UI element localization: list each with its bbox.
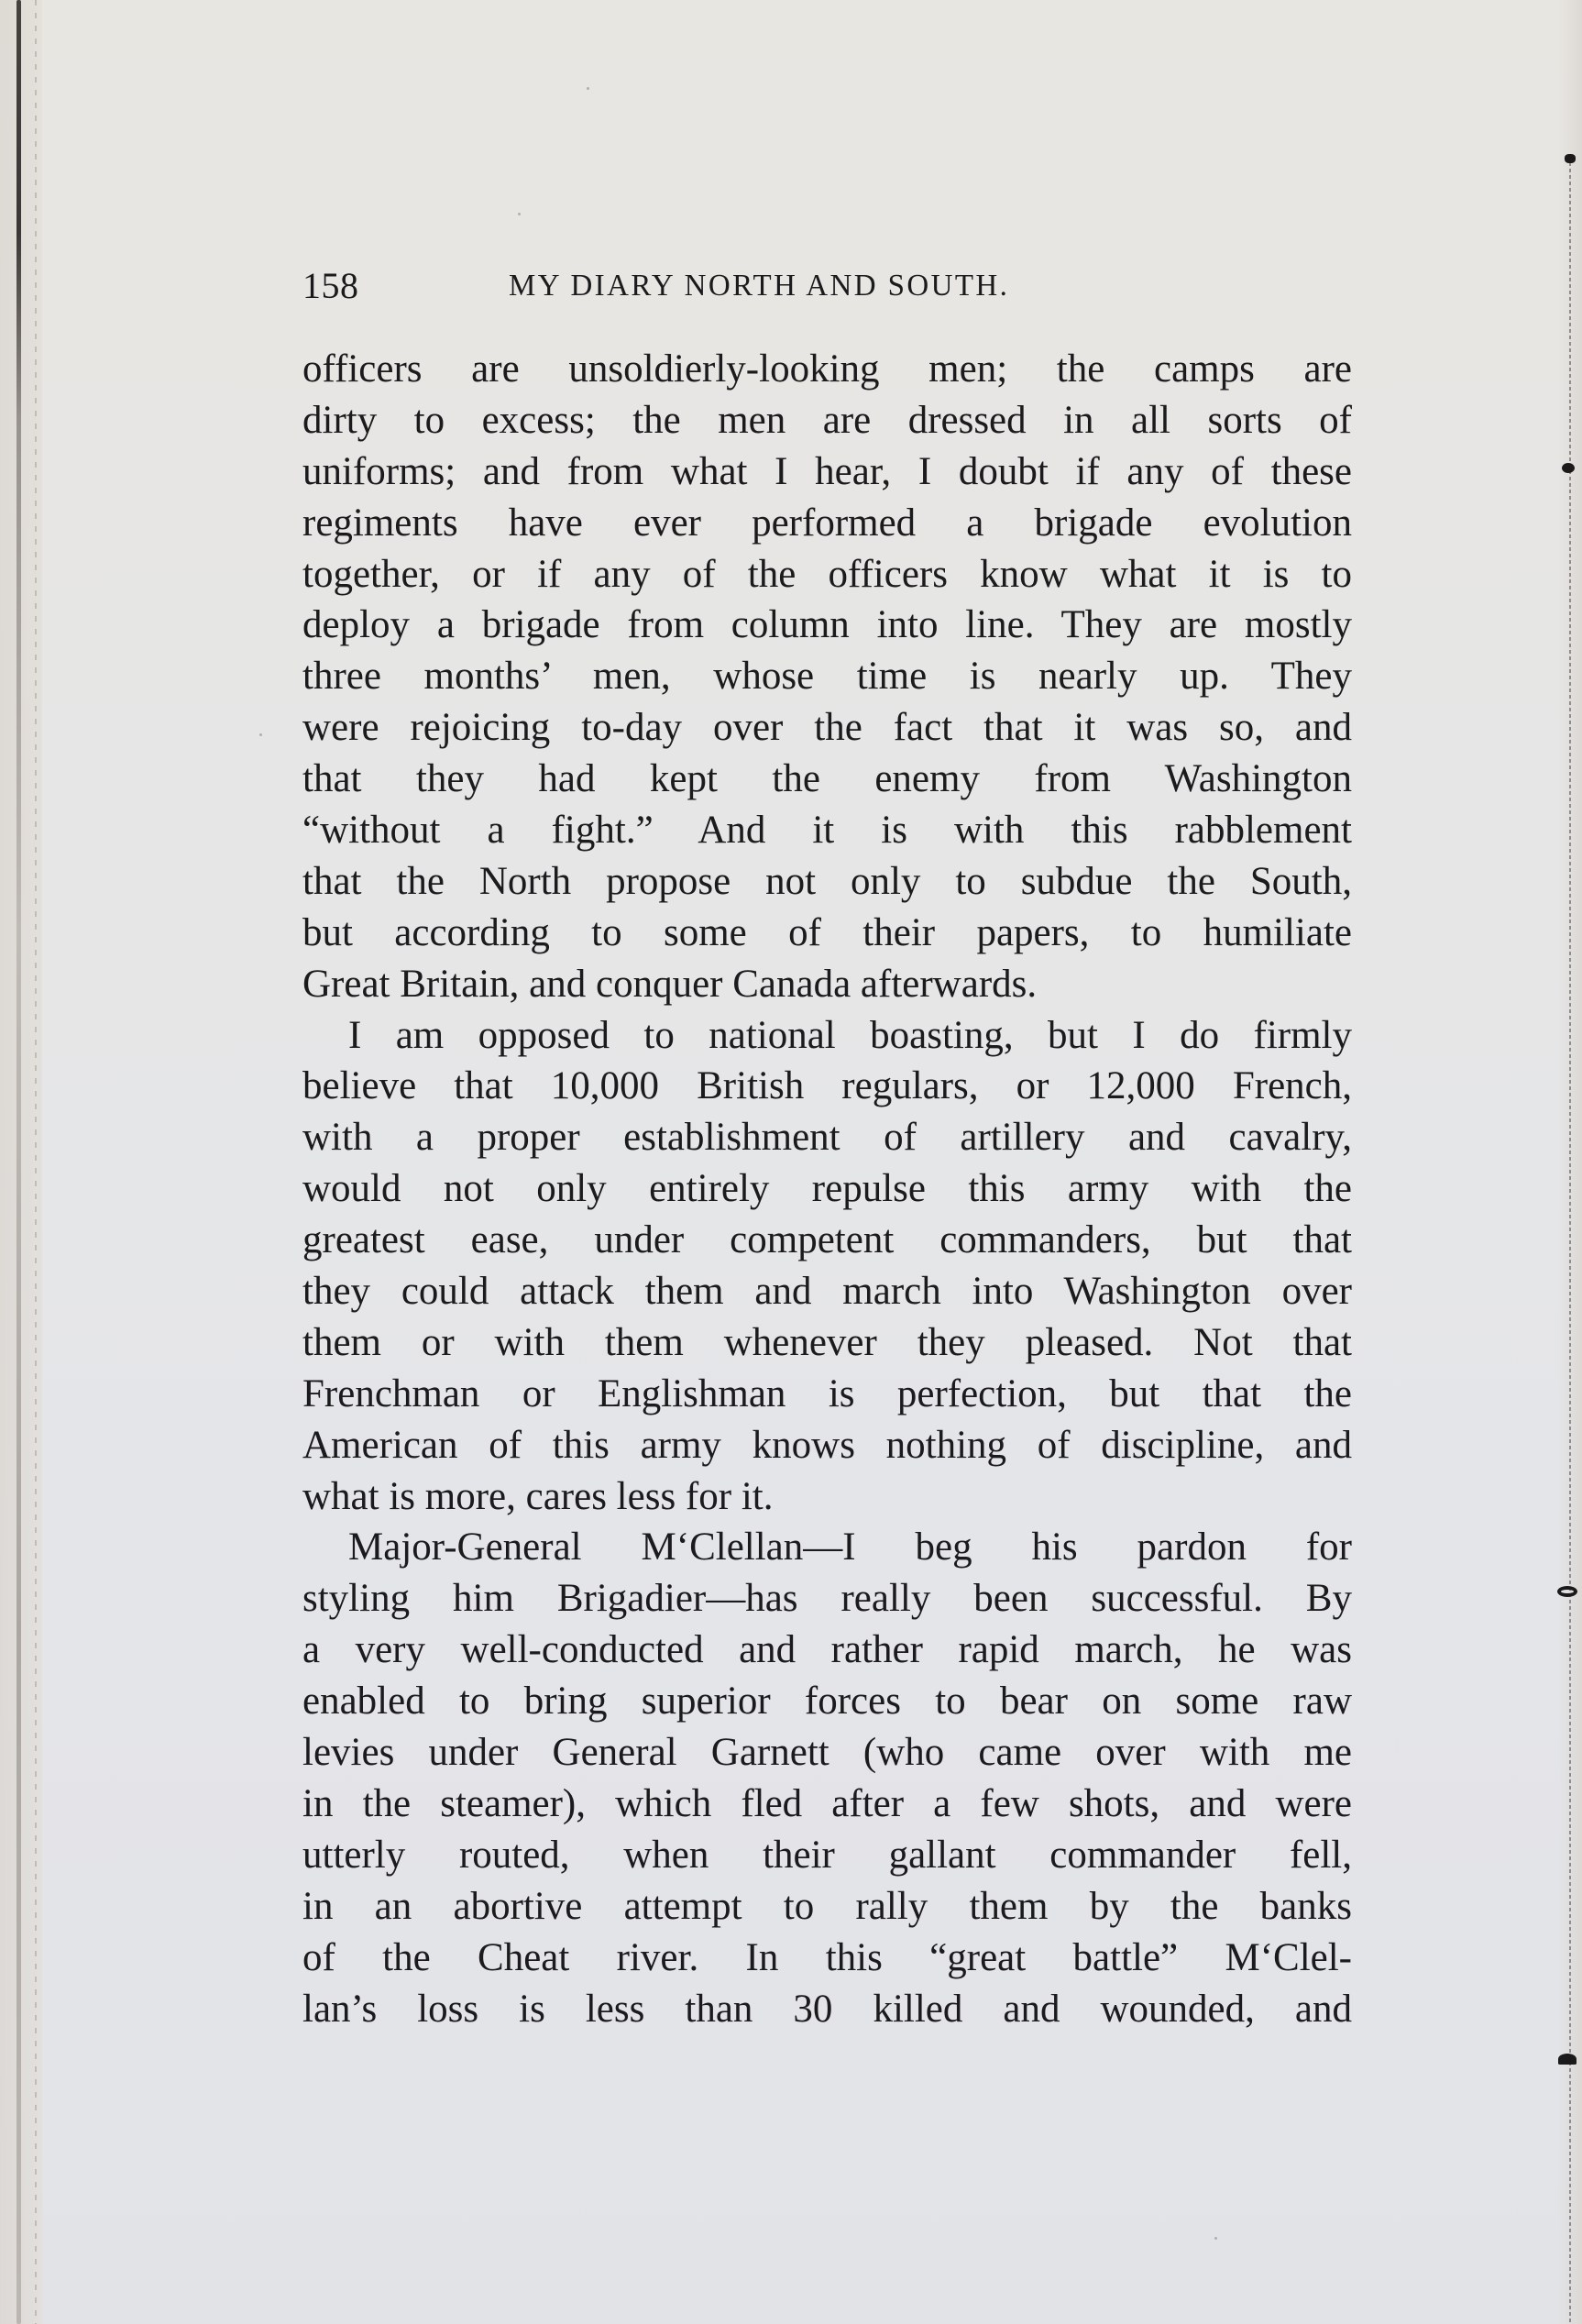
- text-line: three months’ men, whose time is nearly up. They: [302, 655, 1352, 699]
- paper-speck: [518, 213, 521, 215]
- text-line: levies under General Garnett (who came over with me: [302, 1731, 1352, 1775]
- text-line: greatest ease, under competent commanders, but that: [302, 1218, 1352, 1262]
- text-line: “without a fight.” And it is with this rabblement: [302, 809, 1352, 853]
- text-line: regiments have ever performed a brigade evolution: [302, 501, 1352, 545]
- text-line: Great Britain, and conquer Canada afterwards.: [302, 962, 1038, 1006]
- text-line: Major-General M‘Clellan—I beg his pardon for: [348, 1525, 1352, 1570]
- edge-mark: [1557, 1586, 1577, 1597]
- text-line: that they had kept the enemy from Washington: [302, 757, 1352, 801]
- text-line: in an abortive attempt to rally them by the banks: [302, 1884, 1352, 1928]
- text-line: American of this army knows nothing of discipline, and: [302, 1423, 1352, 1467]
- running-title: MY DIARY NORTH AND SOUTH.: [509, 269, 1010, 303]
- text-line: with a proper establishment of artillery and cavalry,: [302, 1116, 1352, 1160]
- text-line: uniforms; and from what I hear, I doubt if any of these: [302, 449, 1352, 493]
- text-line: a very well-conducted and rather rapid march, he was: [302, 1628, 1352, 1672]
- text-line: but according to some of their papers, to humiliate: [302, 910, 1352, 954]
- text-line: of the Cheat river. In this “great battle” M‘Clel-: [302, 1935, 1352, 1979]
- right-edge-line: [1569, 156, 1571, 2324]
- text-line: together, or if any of the officers know what it is to: [302, 552, 1352, 596]
- text-line: they could attack them and march into Washington over: [302, 1270, 1352, 1314]
- text-line: styling him Brigadier—has really been successful. By: [302, 1577, 1352, 1621]
- paper-speck: [1214, 2237, 1217, 2240]
- text-line: utterly routed, when their gallant commander fell,: [302, 1833, 1352, 1877]
- running-head: [302, 264, 1352, 308]
- text-line: lan’s loss is less than 30 killed and wounded, and: [302, 1987, 1352, 2031]
- text-line: officers are unsoldierly-looking men; the camps are: [302, 347, 1352, 391]
- text-line: were rejoicing to-day over the fact that it was so, and: [302, 706, 1352, 750]
- paper-speck: [259, 733, 262, 736]
- text-line: believe that 10,000 British regulars, or 12,000 French,: [302, 1064, 1352, 1108]
- body-text: [302, 344, 1352, 2034]
- text-line: dirty to excess; the men are dressed in all sorts of: [302, 398, 1352, 442]
- edge-mark: [1562, 463, 1575, 473]
- binding-shadow: [16, 0, 21, 2324]
- text-line: that the North propose not only to subdue the South,: [302, 859, 1352, 903]
- edge-mark: [1558, 2054, 1577, 2065]
- text-line: deploy a brigade from column into line. They are mostly: [302, 603, 1352, 647]
- text-line: in the steamer), which fled after a few shots, and were: [302, 1781, 1352, 1825]
- edge-mark: [1565, 154, 1576, 163]
- text-line: what is more, cares less for it.: [302, 1474, 774, 1518]
- text-line: enabled to bring superior forces to bear on some raw: [302, 1680, 1352, 1724]
- text-line: Frenchman or Englishman is perfection, but that the: [302, 1371, 1352, 1415]
- text-line: would not only entirely repulse this army with the: [302, 1167, 1352, 1211]
- page-number: 158: [302, 265, 359, 306]
- binding-stitch-line: [35, 0, 37, 2324]
- text-line: them or with them whenever they pleased. Not that: [302, 1320, 1352, 1364]
- text-line: I am opposed to national boasting, but I do firmly: [348, 1013, 1352, 1057]
- paper-speck: [587, 87, 589, 90]
